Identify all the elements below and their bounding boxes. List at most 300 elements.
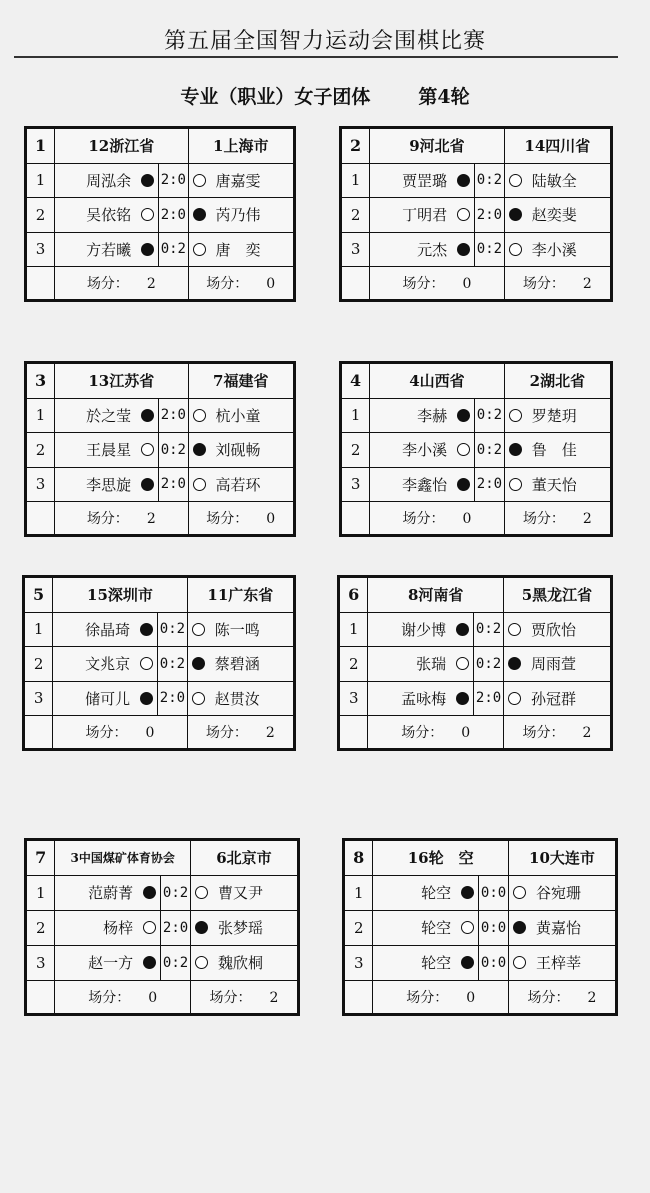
team2-score-cell <box>188 502 293 535</box>
player1-name: 轮空 <box>421 884 452 903</box>
player1-name: 丁明君 <box>402 206 448 225</box>
player1-name: 孟咏梅 <box>401 689 447 708</box>
team2-name: 6北京市 <box>190 841 297 876</box>
game-result: 0:2 <box>475 232 505 267</box>
white-stone-icon <box>513 956 526 969</box>
match-header-row <box>342 129 611 164</box>
board-row <box>27 875 298 910</box>
player2-cell <box>504 163 610 198</box>
game-result: 0:2 <box>158 647 188 682</box>
white-stone-icon <box>456 657 469 670</box>
player2-cell <box>190 875 297 910</box>
match-grid <box>341 128 611 300</box>
score-label: 场分： <box>206 511 249 528</box>
player2-name: 陈一鸣 <box>214 620 260 639</box>
board-number: 3 <box>27 232 55 267</box>
match-header-row <box>342 364 611 399</box>
board-row <box>27 398 294 433</box>
match-number: 6 <box>340 578 368 613</box>
black-stone-icon <box>509 443 522 456</box>
player1-cell <box>370 433 475 468</box>
player2-name: 唐 奕 <box>215 240 261 259</box>
match-table-2 <box>339 126 613 302</box>
player2-name: 周雨萱 <box>530 655 576 674</box>
player2-cell <box>504 433 610 468</box>
player2-cell <box>508 945 615 980</box>
white-stone-icon <box>192 623 205 636</box>
board-number: 1 <box>25 612 53 647</box>
player2-name: 陆敏全 <box>531 171 577 190</box>
match-table-4 <box>339 361 613 537</box>
board-number: 3 <box>27 467 55 502</box>
player1-name: 李赫 <box>417 406 448 425</box>
board-number: 2 <box>27 910 55 945</box>
black-stone-icon <box>195 921 208 934</box>
board-row <box>342 433 611 468</box>
game-result: 0:0 <box>479 945 509 980</box>
score-blank <box>27 267 55 300</box>
match-number: 4 <box>342 364 370 399</box>
score-label: 场分： <box>402 511 445 528</box>
black-stone-icon <box>508 657 521 670</box>
player1-cell <box>55 398 159 433</box>
game-result: 0:2 <box>474 647 504 682</box>
game-result: 0:2 <box>161 875 191 910</box>
player2-name: 唐嘉雯 <box>215 171 261 190</box>
board-row <box>342 198 611 233</box>
board-number: 3 <box>27 945 55 980</box>
player2-name: 贾欣怡 <box>530 620 576 639</box>
player2-name: 黄嘉怡 <box>535 919 581 938</box>
team1-name: 16轮 空 <box>373 841 508 876</box>
team1-score: 0 <box>466 989 476 1006</box>
white-stone-icon <box>508 623 521 636</box>
player1-name: 范蔚菁 <box>88 884 134 903</box>
player2-cell <box>188 163 293 198</box>
game-result: 2:0 <box>159 198 188 233</box>
player1-cell <box>53 681 158 716</box>
score-blank <box>340 716 368 749</box>
player1-name: 李小溪 <box>402 441 448 460</box>
player1-name: 徐晶琦 <box>85 620 131 639</box>
score-row <box>25 716 294 749</box>
round-label: 第4轮 <box>418 86 470 108</box>
team1-score-cell <box>373 980 508 1013</box>
board-row <box>342 163 611 198</box>
player1-name: 轮空 <box>421 954 452 973</box>
player2-name: 张梦瑶 <box>217 919 263 938</box>
board-row <box>345 875 616 910</box>
board-number: 3 <box>340 681 368 716</box>
team2-name: 11广东省 <box>187 578 293 613</box>
player1-name: 於之莹 <box>86 406 132 425</box>
match-number: 3 <box>27 364 55 399</box>
team1-name: 13江苏省 <box>55 364 188 399</box>
player1-name: 李鑫怡 <box>402 475 448 494</box>
score-label: 场分： <box>209 989 252 1006</box>
game-result: 0:2 <box>159 433 188 468</box>
score-row <box>27 502 294 535</box>
score-label: 场分： <box>406 989 449 1006</box>
score-row <box>27 980 298 1013</box>
match-header-row <box>25 578 294 613</box>
game-result: 0:0 <box>479 875 509 910</box>
player1-cell <box>368 612 474 647</box>
white-stone-icon <box>513 886 526 899</box>
black-stone-icon <box>193 443 206 456</box>
board-number: 3 <box>25 681 53 716</box>
team2-score: 2 <box>582 725 592 742</box>
player2-cell <box>187 681 293 716</box>
board-number: 2 <box>342 198 370 233</box>
team2-score: 2 <box>265 725 275 742</box>
player1-cell <box>53 612 158 647</box>
team2-name: 5黑龙江省 <box>503 578 610 613</box>
black-stone-icon <box>457 174 470 187</box>
board-number: 1 <box>345 875 373 910</box>
black-stone-icon <box>193 208 206 221</box>
match-grid <box>26 128 294 300</box>
team2-score-cell <box>188 267 293 300</box>
team1-name: 8河南省 <box>368 578 503 613</box>
game-result: 2:0 <box>159 163 188 198</box>
black-stone-icon <box>141 478 154 491</box>
team2-name: 7福建省 <box>188 364 293 399</box>
player1-cell <box>55 467 159 502</box>
white-stone-icon <box>508 692 521 705</box>
board-row <box>345 910 616 945</box>
black-stone-icon <box>457 409 470 422</box>
round-subtitle <box>0 82 650 109</box>
player1-cell <box>370 467 475 502</box>
team1-score: 0 <box>461 725 471 742</box>
white-stone-icon <box>193 409 206 422</box>
board-row <box>345 945 616 980</box>
player1-cell <box>373 875 479 910</box>
score-label: 场分： <box>86 276 129 293</box>
team2-name: 10大连市 <box>508 841 615 876</box>
black-stone-icon <box>509 208 522 221</box>
score-label: 场分： <box>522 276 565 293</box>
team1-score: 0 <box>145 725 155 742</box>
team2-score-cell <box>508 980 615 1013</box>
player2-name: 蔡碧涵 <box>214 655 260 674</box>
team2-score-cell <box>504 267 610 300</box>
match-grid <box>24 577 294 749</box>
game-result: 0:0 <box>479 910 509 945</box>
black-stone-icon <box>456 692 469 705</box>
black-stone-icon <box>456 623 469 636</box>
board-number: 1 <box>340 612 368 647</box>
score-blank <box>27 502 55 535</box>
team1-name: 4山西省 <box>370 364 504 399</box>
game-result: 2:0 <box>474 681 504 716</box>
player1-name: 杨梓 <box>103 919 134 938</box>
white-stone-icon <box>193 174 206 187</box>
score-blank <box>25 716 53 749</box>
white-stone-icon <box>195 886 208 899</box>
player1-cell <box>53 647 158 682</box>
player2-name: 高若环 <box>215 475 261 494</box>
team2-score: 0 <box>266 511 276 528</box>
match-header-row <box>340 578 611 613</box>
board-row <box>27 467 294 502</box>
team1-score: 2 <box>146 511 156 528</box>
team2-name: 2湖北省 <box>504 364 610 399</box>
score-blank <box>345 980 373 1013</box>
player1-cell <box>368 647 474 682</box>
event-name: 专业（职业）女子团体 <box>180 86 371 108</box>
player1-name: 李思旋 <box>86 475 132 494</box>
game-result: 0:2 <box>159 232 188 267</box>
score-label: 场分： <box>85 725 128 742</box>
team1-score: 0 <box>462 511 472 528</box>
player1-cell <box>370 398 475 433</box>
game-result: 2:0 <box>475 467 505 502</box>
board-row <box>27 433 294 468</box>
player2-cell <box>504 398 610 433</box>
player2-cell <box>188 232 293 267</box>
player1-name: 储可儿 <box>85 689 131 708</box>
game-result: 0:2 <box>475 398 505 433</box>
player1-cell <box>370 163 475 198</box>
black-stone-icon <box>457 478 470 491</box>
team2-score: 2 <box>269 989 279 1006</box>
player2-cell <box>503 647 610 682</box>
game-result: 2:0 <box>158 681 188 716</box>
match-table-1 <box>24 126 296 302</box>
white-stone-icon <box>509 174 522 187</box>
player1-cell <box>55 198 159 233</box>
score-label: 场分： <box>88 989 131 1006</box>
board-row <box>27 198 294 233</box>
player2-cell <box>503 612 610 647</box>
player2-name: 芮乃伟 <box>215 206 261 225</box>
score-label: 场分： <box>402 276 445 293</box>
player1-name: 谢少博 <box>401 620 447 639</box>
player1-cell <box>55 910 161 945</box>
board-row <box>25 647 294 682</box>
score-row <box>342 267 611 300</box>
board-number: 1 <box>27 398 55 433</box>
player1-cell <box>55 433 159 468</box>
board-number: 1 <box>342 163 370 198</box>
player2-name: 刘砚畅 <box>215 441 261 460</box>
player2-cell <box>504 198 610 233</box>
player1-cell <box>55 945 161 980</box>
board-row <box>342 232 611 267</box>
match-grid <box>341 363 611 535</box>
black-stone-icon <box>457 243 470 256</box>
player2-name: 谷宛珊 <box>535 884 581 903</box>
game-result: 2:0 <box>475 198 505 233</box>
team1-name: 15深圳市 <box>53 578 187 613</box>
game-result: 0:2 <box>475 433 505 468</box>
team2-score: 0 <box>266 276 276 293</box>
player2-cell <box>188 467 293 502</box>
player2-cell <box>508 875 615 910</box>
game-result: 2:0 <box>159 398 188 433</box>
board-number: 3 <box>342 232 370 267</box>
team2-score-cell <box>190 980 297 1013</box>
match-grid <box>26 840 298 1014</box>
team1-score-cell <box>55 267 188 300</box>
match-table-8 <box>342 838 618 1016</box>
player2-name: 赵奕斐 <box>531 206 577 225</box>
score-label: 场分： <box>206 276 249 293</box>
player1-name: 元杰 <box>417 240 448 259</box>
match-number: 8 <box>345 841 373 876</box>
player2-cell <box>508 910 615 945</box>
black-stone-icon <box>141 243 154 256</box>
match-table-6 <box>337 575 613 751</box>
team1-name: 12浙江省 <box>55 129 188 164</box>
match-table-3 <box>24 361 296 537</box>
score-row <box>345 980 616 1013</box>
player1-cell <box>368 681 474 716</box>
player2-cell <box>187 612 293 647</box>
match-table-7 <box>24 838 300 1016</box>
match-grid <box>26 363 294 535</box>
player1-cell <box>55 875 161 910</box>
score-label: 场分： <box>522 725 565 742</box>
white-stone-icon <box>140 657 153 670</box>
white-stone-icon <box>141 208 154 221</box>
player1-name: 张瑞 <box>416 655 447 674</box>
player2-name: 曹又尹 <box>217 884 263 903</box>
player1-cell <box>373 910 479 945</box>
black-stone-icon <box>143 956 156 969</box>
game-result: 2:0 <box>161 910 191 945</box>
board-row <box>340 681 611 716</box>
board-number: 2 <box>25 647 53 682</box>
player2-cell <box>190 945 297 980</box>
match-number: 7 <box>27 841 55 876</box>
team1-score-cell <box>55 502 188 535</box>
board-row <box>340 612 611 647</box>
team2-score: 2 <box>582 276 592 293</box>
match-table-5 <box>22 575 296 751</box>
team1-score-cell <box>370 267 504 300</box>
score-label: 场分： <box>205 725 248 742</box>
player2-name: 魏欣桐 <box>217 954 263 973</box>
team2-score: 2 <box>587 989 597 1006</box>
white-stone-icon <box>457 443 470 456</box>
team1-score-cell <box>368 716 503 749</box>
player1-name: 方若曦 <box>86 240 132 259</box>
player2-name: 赵贯汝 <box>214 689 260 708</box>
player1-name: 贾罡璐 <box>402 171 448 190</box>
black-stone-icon <box>192 657 205 670</box>
player2-name: 罗楚玥 <box>531 406 577 425</box>
match-number: 1 <box>27 129 55 164</box>
team2-score-cell <box>503 716 610 749</box>
player2-cell <box>504 232 610 267</box>
board-row <box>340 647 611 682</box>
board-number: 3 <box>342 467 370 502</box>
player2-cell <box>504 467 610 502</box>
player1-name: 轮空 <box>421 919 452 938</box>
player2-name: 鲁 佳 <box>531 441 577 460</box>
team1-score-cell <box>370 502 504 535</box>
game-result: 2:0 <box>159 467 188 502</box>
player2-name: 王梓莘 <box>535 954 581 973</box>
black-stone-icon <box>461 886 474 899</box>
match-grid <box>339 577 611 749</box>
team1-score: 0 <box>462 276 472 293</box>
black-stone-icon <box>143 886 156 899</box>
white-stone-icon <box>461 921 474 934</box>
player1-name: 文兆京 <box>85 655 131 674</box>
team2-score-cell <box>187 716 293 749</box>
score-row <box>340 716 611 749</box>
board-number: 2 <box>27 433 55 468</box>
match-number: 2 <box>342 129 370 164</box>
player1-name: 王晨星 <box>86 441 132 460</box>
team2-score-cell <box>504 502 610 535</box>
player2-name: 杭小童 <box>215 406 261 425</box>
black-stone-icon <box>461 956 474 969</box>
white-stone-icon <box>192 692 205 705</box>
score-row <box>27 267 294 300</box>
black-stone-icon <box>513 921 526 934</box>
team1-score: 2 <box>146 276 156 293</box>
player1-cell <box>373 945 479 980</box>
player2-cell <box>188 433 293 468</box>
board-number: 1 <box>27 875 55 910</box>
score-label: 场分： <box>527 989 570 1006</box>
board-number: 2 <box>27 198 55 233</box>
white-stone-icon <box>457 208 470 221</box>
board-number: 2 <box>340 647 368 682</box>
player1-cell <box>55 163 159 198</box>
board-row <box>342 398 611 433</box>
white-stone-icon <box>193 478 206 491</box>
white-stone-icon <box>509 478 522 491</box>
player2-name: 李小溪 <box>531 240 577 259</box>
match-header-row <box>27 364 294 399</box>
score-label: 场分： <box>401 725 444 742</box>
game-result: 0:2 <box>474 612 504 647</box>
player2-cell <box>187 647 293 682</box>
team1-score: 0 <box>148 989 158 1006</box>
board-number: 3 <box>345 945 373 980</box>
game-result: 0:2 <box>475 163 505 198</box>
white-stone-icon <box>193 243 206 256</box>
match-number: 5 <box>25 578 53 613</box>
board-number: 2 <box>345 910 373 945</box>
white-stone-icon <box>143 921 156 934</box>
game-result: 0:2 <box>161 945 191 980</box>
black-stone-icon <box>141 174 154 187</box>
player1-cell <box>370 232 475 267</box>
player2-cell <box>190 910 297 945</box>
white-stone-icon <box>509 243 522 256</box>
player1-name: 赵一方 <box>88 954 134 973</box>
black-stone-icon <box>141 409 154 422</box>
score-blank <box>342 267 370 300</box>
match-header-row <box>27 841 298 876</box>
board-row <box>342 467 611 502</box>
board-row <box>25 681 294 716</box>
team1-name: 9河北省 <box>370 129 504 164</box>
board-number: 1 <box>27 163 55 198</box>
score-blank <box>27 980 55 1013</box>
board-number: 2 <box>342 433 370 468</box>
white-stone-icon <box>141 443 154 456</box>
black-stone-icon <box>140 623 153 636</box>
team1-name: 3中国煤矿体育协会 <box>55 841 190 876</box>
